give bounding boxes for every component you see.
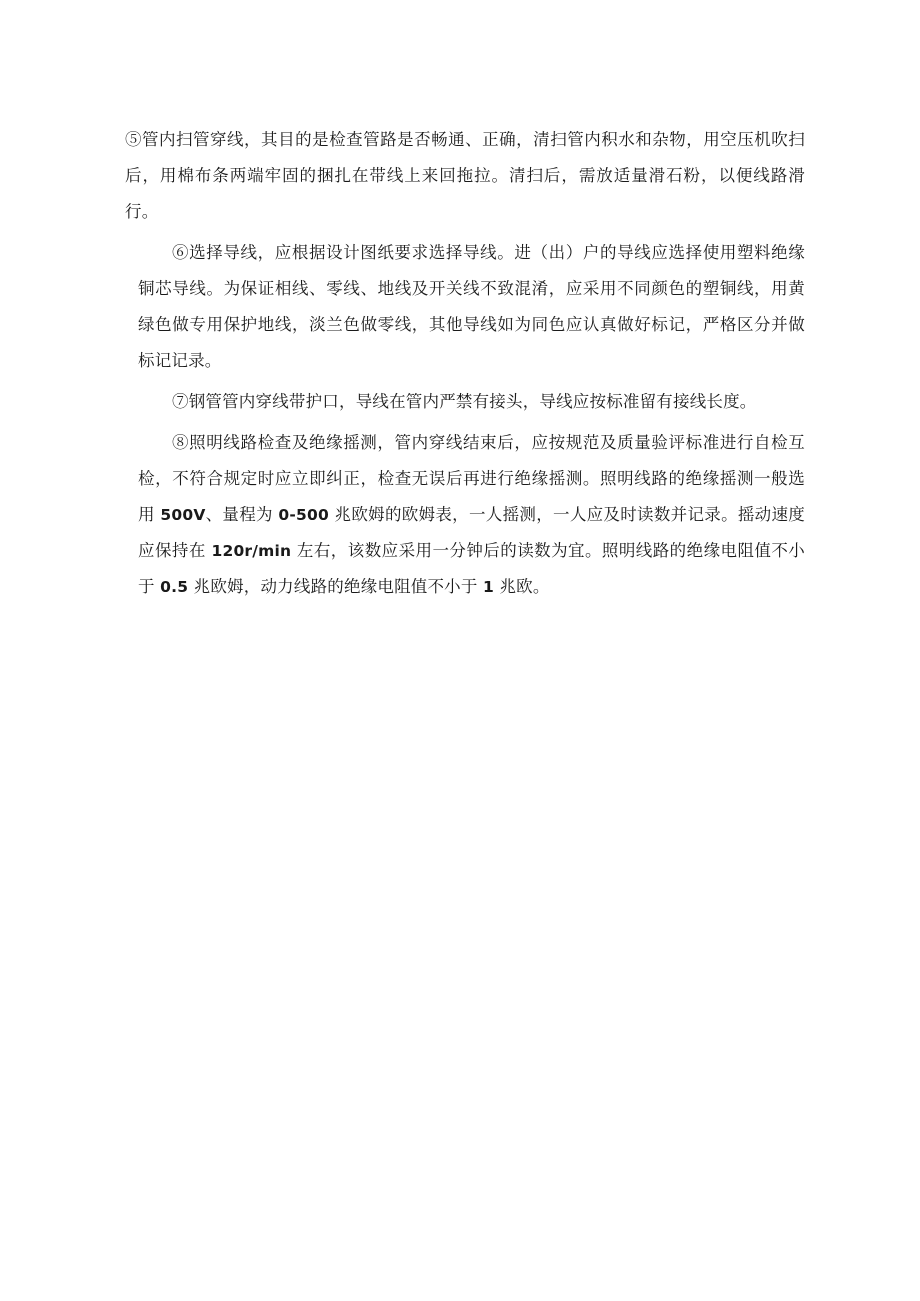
paragraph-7: ⑦钢管管内穿线带护口，导线在管内严禁有接头，导线应按标准留有接线长度。 <box>172 392 757 411</box>
paragraph-8-text-4: 左右，该数应采用一分钟后的读数为宜。照明线路的绝缘电阻值不小于 <box>138 541 805 596</box>
paragraph-8-text-1: ⑧照明线路检查及绝缘摇测，管内穿线结束后，应按规范及质量验评标准进行自检互检，不符合规定时应立即纠正，检查无误后再进行绝缘摇测。照明线路的绝缘摇测一般选用 <box>138 433 805 524</box>
power-resistance-value: 1 <box>483 578 495 596</box>
speed-value: 120r/min <box>211 542 292 560</box>
document-body <box>125 122 805 610</box>
paragraph-8-text-2: 、量程为 <box>205 505 279 524</box>
voltage-value: 500V <box>160 506 206 524</box>
paragraph-8-text-5: 兆欧姆，动力线路的绝缘电阻值不小于 <box>188 577 484 596</box>
paragraph-8-text-3: 兆欧姆的欧姆表，一人摇测，一人应及时读数并记录。摇动速度应保持在 <box>138 505 805 560</box>
range-value: 0-500 <box>278 506 329 524</box>
lighting-resistance-value: 0.5 <box>160 578 189 596</box>
paragraph-8 <box>125 425 805 605</box>
paragraph-5: ⑤管内扫管穿线，其目的是检查管路是否畅通、正确，清扫管内积水和杂物，用空压机吹扫后，用棉布条两端牢固的捆扎在带线上来回拖拉。清扫后，需放适量滑石粉，以便线路滑行。 <box>125 130 805 221</box>
paragraph-6: ⑥选择导线，应根据设计图纸要求选择导线。进（出）户的导线应选择使用塑料绝缘铜芯导线。为保证相线、零线、地线及开关线不致混淆，应采用不同颜色的塑铜线，用黄绿色做专用保护地线，淡兰色做零线，其他导线如为同色应认真做好标记，严格区分并做标记记录。 <box>138 243 805 370</box>
paragraph-8-text-6: 兆欧。 <box>494 577 550 596</box>
